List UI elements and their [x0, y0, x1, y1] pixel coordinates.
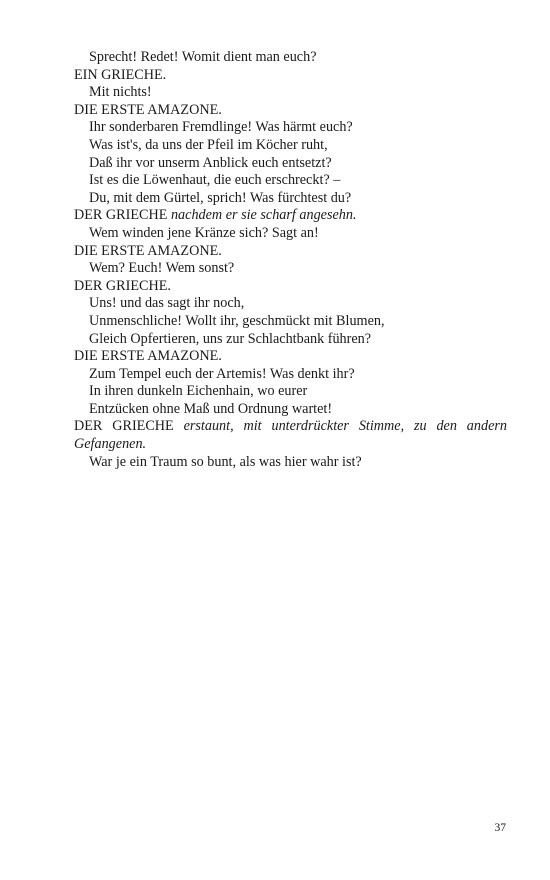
verse-line: In ihren dunkeln Eichenhain, wo eurer — [89, 383, 308, 400]
speaker-name: DER GRIECHE — [74, 418, 174, 435]
speaker-name: DER GRIECHE — [74, 207, 168, 224]
verse-line: Uns! und das sagt ihr noch, — [89, 295, 245, 312]
verse-line: Was ist's, da uns der Pfeil im Köcher ruht, — [89, 136, 328, 153]
speaker-heading: DER GRIECHE. — [74, 277, 171, 294]
verse-line: Zum Tempel euch der Artemis! Was denkt ihr? — [89, 365, 355, 382]
verse-line: Sprecht! Redet! Womit dient man euch? — [89, 49, 317, 65]
stage-direction: nachdem er sie scharf angesehn. — [170, 207, 357, 224]
verse-line: Daß ihr vor unserm Anblick euch entsetzt? — [89, 154, 332, 171]
verse-line: War je ein Traum so bunt, als was hier wahr ist? — [89, 453, 362, 470]
verse-line: Mit nichts! — [89, 84, 152, 101]
speaker-heading-with-direction — [74, 207, 507, 225]
speaker-heading: DIE ERSTE AMAZONE. — [74, 348, 222, 365]
page-text — [74, 49, 507, 471]
verse-line: Wem winden jene Kränze sich? Sagt an! — [89, 224, 319, 241]
verse-line: Entzücken ohne Maß und Ordnung wartet! — [89, 400, 333, 417]
verse-line: Ihr sonderbaren Fremdlinge! Was härmt euch? — [89, 119, 353, 136]
verse-line: Gleich Opfertieren, uns zur Schlachtbank führen? — [89, 330, 372, 347]
speaker-heading: DIE ERSTE AMAZONE. — [74, 242, 222, 259]
verse-line: Unmenschliche! Wollt ihr, geschmückt mit Blumen, — [89, 312, 385, 329]
verse-line: Du, mit dem Gürtel, sprich! Was fürchtest du? — [89, 189, 352, 206]
verse-line: Ist es die Löwenhaut, die euch erschreckt? – — [89, 172, 341, 189]
speaker-heading: DIE ERSTE AMAZONE. — [74, 101, 222, 118]
speaker-heading-with-direction — [74, 418, 507, 453]
page-number: 37 — [494, 822, 506, 834]
speaker-heading: EIN GRIECHE. — [74, 66, 167, 83]
stage-direction: erstaunt, mit unterdrückter Stimme, zu den andern Gefangenen. — [74, 418, 507, 453]
verse-line: Wem? Euch! Wem sonst? — [89, 260, 235, 277]
